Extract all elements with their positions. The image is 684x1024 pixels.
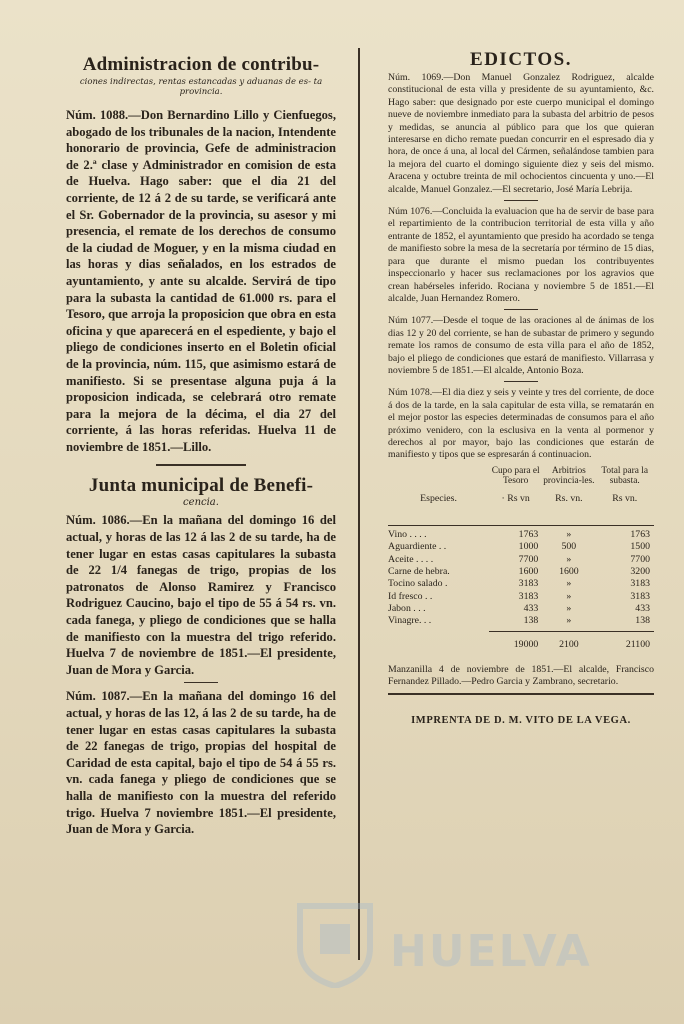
total-subasta: 21100 [625,639,650,651]
edict-1076: Núm 1076.—Concluida la evaluacion que ha de servir de base para el repartimiento de la contribucion territorial de esta villa y año entrante de 1852, el ayuntamiento que presido ha acordado se tenga de manifiesto sobre la mesa de la secretaría por término de 15 dias, para que durante el mismo puedan los contribuyentes inspeccionarlo y hacer sus reclamaciones por los agravios que crean habérseles inferido. Rociana y noviembre 5 de 1851.—El alcalde, Juan Hernandez Romero. [388,206,654,304]
table-row: Vinagre. . . 138 » 138 [388,615,650,627]
header-total: Total para la subasta. [601,465,649,487]
tariff-table [388,466,654,652]
junta-section-subtitle: cencia. [183,497,219,509]
notice-separator [504,200,538,201]
table-row: Aceite . . . . 7700 » 7700 [388,553,650,565]
notice-separator [504,381,538,382]
junta-section-title: Junta municipal de Benefi- [88,475,314,497]
column-divider [358,48,360,960]
printer-imprint: IMPRENTA DE D. M. VITO DE LA VEGA. [411,714,631,726]
edict-1069: Núm. 1069.—Don Manuel Gonzalez Rodriguez, alcalde constitucional de esta villa y presidente de su ayuntamiento, &c. Hago saber: que designado por este cuerpo municipal el domingo nueve de noviembre inmediato para la subasta del arbitrio de pesos y medidas, se anuncia al público para que los que quieran interesarse en dicho remate puedan concurrir en el espresado dia y hora, de once á una, al local del Cármen, señalándose tambien para la mejora del cuarto el domingo siguiente diez y seis del mismo. Aracena y octubre treinta de mil ochocientos cincuenta y uno.—El alcalde, Manuel Gonzalez.—El secretario, José María Lebrija. [388,72,654,195]
total-cupo: 19000 [513,639,539,651]
header-arbitrios: Arbitrios provincia-les. [543,465,595,487]
table-row: Aguardiente . . 1000 500 1500 [388,541,650,553]
watermark-text: HUELVA [390,926,592,977]
unit-total: Rs vn. [612,492,638,504]
shield-icon [290,900,380,988]
left-column [66,50,336,840]
footer-rule [388,693,654,695]
unit-arbitrios: Rs. vn. [555,492,583,504]
edict-1078: Núm 1078.—El dia diez y seis y veinte y tres del corriente, de doce á dos de la tarde, en la sala capitular de esta villa, se rematarán en el mejor postor las especies determinadas de consumos para el año próximo venidero, con la esclusiva en la venta al pormenor y derechos al por mayor, bajo las condiciones que estarán de manifiesto y tipos que se espresarán á continuacion. [388,387,654,461]
notice-1087: Núm. 1087.—En la mañana del domingo 16 del actual, y horas de las 12, á las 2 de su tarde, ha de tener lugar en estas casas capitulares la subasta de 22 fanegas de trigo, propias del hospital de Caridad de esta capital, bajo el tipo de 54 á 55 rs. vn. cada fanega y pliego de condiciones que se halla de manifiesto con la muestra del referido trigo. Huelva 7 noviembre 1851.—El presidente, Juan de Mora y Garcia. [66,689,336,837]
admin-section-title: Administracion de contribu- [82,54,320,75]
table-row: Carne de hebra. 1600 1600 3200 [388,565,650,577]
archive-watermark [280,900,600,990]
table-row: Vino . . . . 1763 » 1763 [388,529,650,541]
total-arbitrios: 2100 [559,639,579,651]
section-separator [156,464,246,466]
table-row: Id fresco . . 3183 » 3183 [388,590,650,602]
table-header-row [388,466,654,487]
edictos-title: EDICTOS. [470,49,572,70]
notice-separator [184,682,218,683]
table-row: Jabon . . . 433 » 433 [388,602,650,614]
closing-signature: Manzanilla 4 de noviembre de 1851.—El alcalde, Francisco Fernandez Pillado.—Pedro Garcia y Zambrano, secretario. [388,663,654,688]
notice-1088: Núm. 1088.—Don Bernardino Lillo y Cienfuegos, abogado de los tribunales de la nacion, Intendente honorario de provincia, Gefe de administracion de 2.ª clase y Administrador en comision de esta de Huelva. Hago saber: que el dia 21 del corriente, de 12 á 2 de su tarde, se verificará ante el Sr. Gobernador de la provincia, su asesor y mi presencia, el remate de los derechos de consumo de la ciudad de Moguer, y en la misma ciudad en las horas y dias señalados, en los estrados de ayuntamiento, y ante su alcalde. Servirá de tipo para la subasta la cantidad de 61.000 rs. para el Tesoro, que arroja la proposicion que obra en esta oficina y que aparecerá en el espediente, y bajo el pliego de condiciones inserto en el Boletin oficial de la provincia, núm. 115, que asimismo estará de manifiesto. Si se presentase alguna puja á la proposicion indicada, se celebrará otro remate para la mejora de la décima, el dia 27 del corriente, á las horas referidas. Huelva 11 de noviembre de 1851.—Lillo. [66,108,336,454]
header-especies: Especies. [420,492,457,504]
notice-1086: Núm. 1086.—En la mañana del domingo 16 del actual, y horas de las 12 á las 2 de su tarde, ha de tener lugar en estas casas capitulares la subasta de 22 1/4 fanegas de trigo, propias de los patronatos de Alonso Ramirez y Francisco Rodriguez Caucino, bajo el tipo de 55 á 54 rs. vn. cada fanega, y pliego de condiciones que se halla de manifiesto con la muestra del trigo referido. Huelva 7 de noviembre de 1851.—El presidente, Juan de Mora y Garcia. [66,513,336,677]
table-units-row [388,487,654,505]
notice-separator [504,309,538,310]
admin-section-subtitle: ciones indirectas, rentas estancadas y aduanas de es- ta provincia. [79,77,323,97]
edict-1077: Núm 1077.—Desde el toque de las oraciones al de ánimas de los dias 12 y 20 del corriente, se han de subastar de primero y segundo remate los ramos de consumo de esta villa para el año de 1852, bajo el pliego de condiciones que estará de manifiesto. Villarrasa y noviembre 5 de 1851.—El alcalde, Antonio Boza. [388,315,654,376]
table-totals-row [388,635,654,651]
header-cupo: Cupo para el Tesoro [491,465,540,487]
unit-cupo: · Rs vn [501,492,530,504]
right-column [388,50,654,726]
table-row: Tocino salado . 3183 » 3183 [388,578,650,590]
